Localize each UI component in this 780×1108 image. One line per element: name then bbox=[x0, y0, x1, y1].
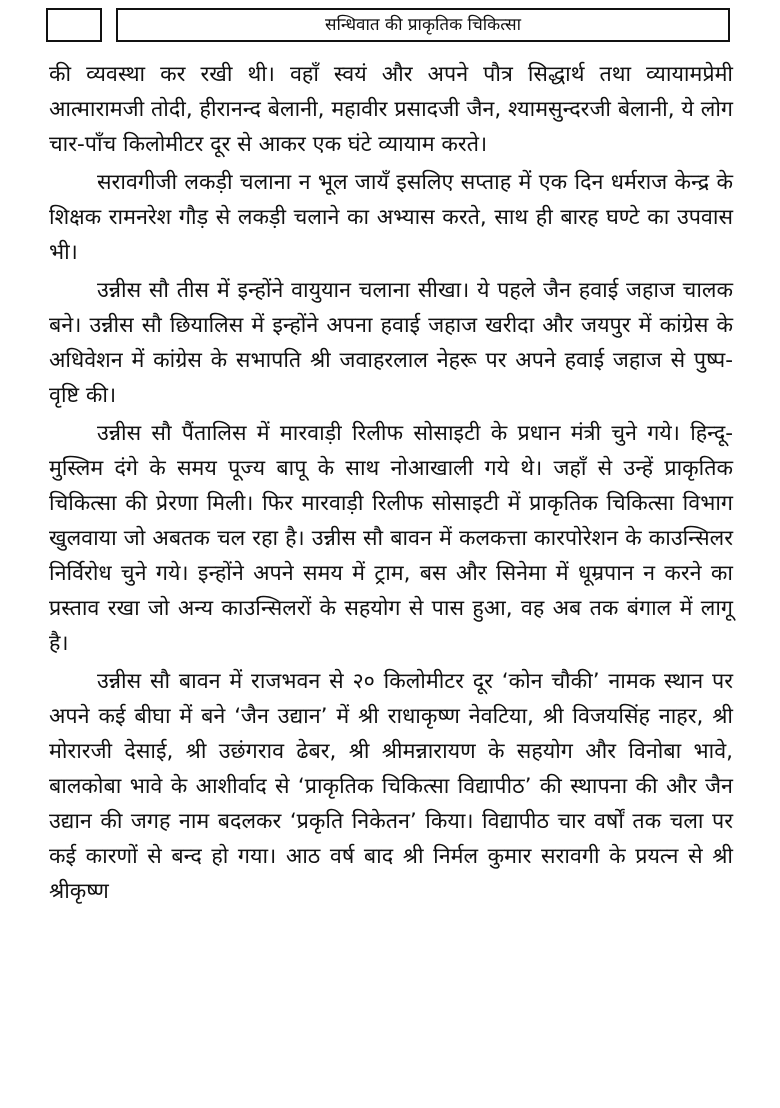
body-text bbox=[49, 57, 733, 912]
paragraph-5: उन्नीस सौ बावन में राजभवन से २० किलोमीटर दूर ‘कोन चौकी’ नामक स्थान पर अपने कई बीघा में बने ‘जैन उद्यान’ में श्री राधाकृष्ण नेवटिया, श्री विजयसिंह नाहर, श्री मोरारजी देसाई, श्री उछंगराव ढेबर, श्री श्रीमन्नारायण के सहयोग और विनोबा भावे, बालकोबा भावे के आशीर्वाद से ‘प्राकृतिक चिकित्सा विद्यापीठ’ की स्थापना की और जैन उद्यान की जगह नाम बदलकर ‘प्रकृति निकेतन’ किया। विद्यापीठ चार वर्षों तक चला पर कई कारणों से बन्द हो गया। आठ वर्ष बाद श्री निर्मल कुमार सरावगी के प्रयत्न से श्री श्रीकृष्ण bbox=[49, 669, 733, 904]
paragraph-2: सरावगीजी लकड़ी चलाना न भूल जायँ इसलिए सप्ताह में एक दिन धर्मराज केन्द्र के शिक्षक रामनरेश गौड़ से लकड़ी चलाने का अभ्यास करते, साथ ही बारह घण्टे का उपवास भी। bbox=[49, 170, 733, 265]
page-header bbox=[46, 8, 730, 46]
paragraph-1: की व्यवस्था कर रखी थी। वहाँ स्वयं और अपने पौत्र सिद्धार्थ तथा व्यायामप्रेमी आत्मारामजी तोदी, हीरानन्द बेलानी, महावीर प्रसादजी जैन, श्यामसुन्दरजी बेलानी, ये लोग चार-पाँच किलोमीटर दूर से आकर एक घंटे व्यायाम करते। bbox=[49, 62, 733, 157]
paragraph-3: उन्नीस सौ तीस में इन्होंने वायुयान चलाना सीखा। ये पहले जैन हवाई जहाज चालक बने। उन्नीस सौ छियालिस में इन्होंने अपना हवाई जहाज खरीदा और जयपुर में कांग्रेस के अधिवेशन में कांग्रेस के सभापति श्री जवाहरलाल नेहरू पर अपने हवाई जहाज से पुष्प-वृष्टि की। bbox=[49, 278, 733, 408]
paragraph-4: उन्नीस सौ पैंतालिस में मारवाड़ी रिलीफ सोसाइटी के प्रधान मंत्री चुने गये। हिन्दू-मुस्लिम दंगे के समय पूज्य बापू के साथ नोआखाली गये थे। जहाँ से उन्हें प्राकृतिक चिकित्सा की प्रेरणा मिली। फिर मारवाड़ी रिलीफ सोसाइटी में प्राकृतिक चिकित्सा विभाग खुलवाया जो अबतक चल रहा है। उन्नीस सौ बावन में कलकत्ता कारपोरेशन के काउन्सिलर निर्विरोध चुने गये। इन्होंने अपने समय में ट्राम, बस और सिनेमा में धूम्रपान न करने का प्रस्ताव रखा जो अन्य काउन्सिलरों के सहयोग से पास हुआ, वह अब तक बंगाल में लागू है। bbox=[49, 421, 733, 656]
page-number-box bbox=[46, 8, 102, 42]
running-title: सन्धिवात की प्राकृतिक चिकित्सा bbox=[116, 8, 730, 42]
